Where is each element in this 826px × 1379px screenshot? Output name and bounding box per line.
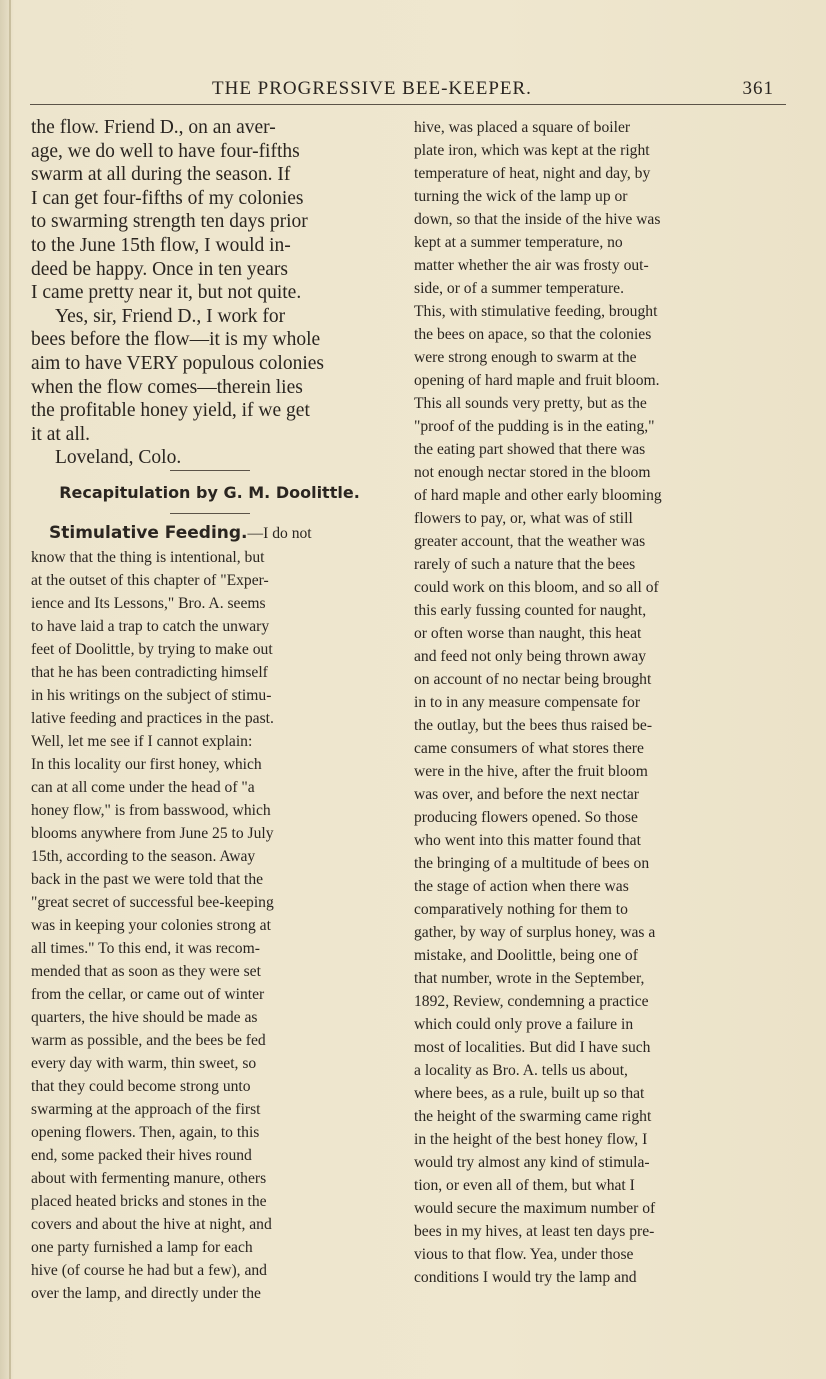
text-line: that they could become strong unto [31, 1077, 251, 1095]
text-line: opening flowers. Then, again, to this [31, 1123, 260, 1141]
text-line: where bees, as a rule, built up so that [414, 1085, 645, 1102]
text-line: covers and about the hive at night, and [31, 1215, 272, 1233]
text-line: which could only prove a failure in [414, 1016, 634, 1033]
text-line: was in keeping your colonies strong at [31, 916, 271, 934]
text-line: tion, or even all of them, but what I [414, 1177, 635, 1194]
text-line: and feed not only being thrown away [414, 648, 647, 665]
text-line: a locality as Bro. A. tells us about, [414, 1062, 628, 1079]
text-line: deed be happy. Once in ten years [31, 258, 289, 280]
text-line: on account of no nectar being brought [414, 671, 652, 688]
text-line: from the cellar, or came out of winter [31, 985, 265, 1003]
text-line: Yes, sir, Friend D., I work for [55, 305, 286, 327]
letter-ending [31, 116, 388, 470]
subheading: Stimulative Feeding. [49, 522, 248, 543]
text-line: This all sounds very pretty, but as the [414, 395, 647, 412]
text-line: vious to that flow. Yea, under those [414, 1246, 634, 1263]
text-line: I came pretty near it, but not quite. [31, 282, 302, 304]
text-line: plate iron, which was kept at the right [414, 142, 650, 159]
text-line: when the flow comes—therein lies [31, 376, 303, 398]
text-line: to have laid a trap to catch the unwary [31, 617, 270, 635]
text-line: would secure the maximum number of [414, 1200, 656, 1217]
text-line: swarm at all during the season. If [31, 164, 291, 186]
text-line: This, with stimulative feeding, brought [414, 303, 658, 320]
text-line: warm as possible, and the bees be fed [31, 1031, 266, 1049]
text-line: rarely of such a nature that the bees [414, 556, 636, 573]
text-line: one party furnished a lamp for each [31, 1238, 253, 1256]
text-line: in to in any measure compensate for [414, 694, 641, 711]
text-line: or often worse than naught, this heat [414, 625, 642, 642]
text-line: the height of the swarming came right [414, 1108, 652, 1125]
article-body-left [31, 520, 388, 1305]
text-line: In this locality our first honey, which [31, 755, 262, 773]
text-line: every day with warm, thin sweet, so [31, 1054, 257, 1072]
text-line: greater account, that the weather was [414, 533, 646, 550]
text-line: who went into this matter found that [414, 832, 641, 849]
text-line: gather, by way of surplus honey, was a [414, 924, 656, 941]
text-line: was over, and before the next nectar [414, 786, 639, 803]
text-line: the profitable honey yield, if we get [31, 400, 310, 422]
text-line: all times." To this end, it was recom- [31, 939, 260, 957]
text-line: were in the hive, after the fruit bloom [414, 763, 648, 780]
text-line: about with fermenting manure, others [31, 1169, 267, 1187]
text-line: to swarming strength ten days prior [31, 211, 308, 233]
text-line: aim to have VERY populous colonies [31, 352, 325, 374]
section-rule [170, 513, 250, 514]
text-line: that he has been contradicting himself [31, 663, 268, 681]
text-line: to the June 15th flow, I would in- [31, 234, 291, 256]
text-line: side, or of a summer temperature. [414, 280, 625, 297]
text-line: the stage of action when there was [414, 878, 629, 895]
journal-title: THE PROGRESSIVE BEE-KEEPER. [212, 78, 532, 99]
section-heading: Recapitulation by G. M. Doolittle. [59, 482, 360, 502]
text-line: not enough nectar stored in the bloom [414, 464, 651, 481]
page-number: 361 [742, 78, 774, 99]
text-line: could work on this bloom, and so all of [414, 579, 659, 596]
text-line: 1892, Review, condemning a practice [414, 993, 649, 1010]
text-line: in his writings on the subject of stimu- [31, 686, 272, 704]
text-line: feet of Doolittle, by trying to make out [31, 640, 273, 658]
text-line: it at all. [31, 423, 91, 445]
text-line: matter whether the air was frosty out- [414, 257, 649, 274]
text-line: swarming at the approach of the first [31, 1100, 261, 1118]
text-line: the outlay, but the bees thus raised be- [414, 717, 653, 734]
text-line: placed heated bricks and stones in the [31, 1192, 267, 1210]
text-line: would try almost any kind of stimula- [414, 1154, 650, 1171]
binding-edge [9, 0, 11, 1379]
text-line: kept at a summer temperature, no [414, 234, 623, 251]
text-line: the bringing of a multitude of bees on [414, 855, 650, 872]
text-line: "proof of the pudding is in the eating," [414, 418, 655, 435]
text-line: I can get four-fifths of my colonies [31, 187, 304, 209]
text-line: mended that as soon as they were set [31, 962, 261, 980]
text-line: at the outset of this chapter of "Exper- [31, 571, 269, 589]
text-line: ience and Its Lessons," Bro. A. seems [31, 594, 266, 612]
text-line: the bees on apace, so that the colonies [414, 326, 652, 343]
text-line: temperature of heat, night and day, by [414, 165, 651, 182]
text-line: the eating part showed that there was [414, 441, 646, 458]
text-line: hive, was placed a square of boiler [414, 119, 631, 136]
text-line: end, some packed their hives round [31, 1146, 252, 1164]
text-line: age, we do well to have four-fifths [31, 140, 300, 162]
text-line: opening of hard maple and fruit bloom. [414, 372, 660, 389]
text-line: blooms anywhere from June 25 to July [31, 824, 274, 842]
paragraph-start [31, 520, 388, 546]
text-line: lative feeding and practices in the past. [31, 709, 274, 727]
text-line: most of localities. But did I have such [414, 1039, 651, 1056]
right-column [414, 116, 776, 1289]
text-line: hive (of course he had but a few), and [31, 1261, 267, 1279]
text-line: conditions I would try the lamp and [414, 1269, 637, 1286]
text-line: in the height of the best honey flow, I [414, 1131, 648, 1148]
text-line: "great secret of successful bee-keeping [31, 893, 274, 911]
text-line: mistake, and Doolittle, being one of [414, 947, 638, 964]
text-line: quarters, the hive should be made as [31, 1008, 258, 1026]
signature-line: Loveland, Colo. [55, 447, 182, 469]
header-rule [30, 104, 786, 105]
text-run: —I do not [247, 524, 312, 542]
text-line: were strong enough to swarm at the [414, 349, 637, 366]
text-line: over the lamp, and directly under the [31, 1284, 261, 1302]
text-line: came consumers of what stores there [414, 740, 644, 757]
text-line: of hard maple and other early blooming [414, 487, 662, 504]
text-line: honey flow," is from basswood, which [31, 801, 271, 819]
text-line: back in the past we were told that the [31, 870, 264, 888]
text-line: bees before the flow—it is my whole [31, 329, 321, 351]
text-line: flowers to pay, or, what was of still [414, 510, 633, 527]
text-line: that number, wrote in the September, [414, 970, 645, 987]
left-column [31, 116, 388, 1305]
text-line: 15th, according to the season. Away [31, 847, 256, 865]
text-line: turning the wick of the lamp up or [414, 188, 628, 205]
text-line: Well, let me see if I cannot explain: [31, 732, 253, 750]
text-line: can at all come under the head of "a [31, 778, 255, 796]
text-line: the flow. Friend D., on an aver- [31, 117, 276, 138]
text-line: this early fussing counted for naught, [414, 602, 647, 619]
text-line: comparatively nothing for them to [414, 901, 628, 918]
text-line: bees in my hives, at least ten days pre- [414, 1223, 655, 1240]
text-line: producing flowers opened. So those [414, 809, 638, 826]
text-line: down, so that the inside of the hive was [414, 211, 661, 228]
text-line: know that the thing is intentional, but [31, 548, 265, 566]
running-header [40, 74, 780, 104]
